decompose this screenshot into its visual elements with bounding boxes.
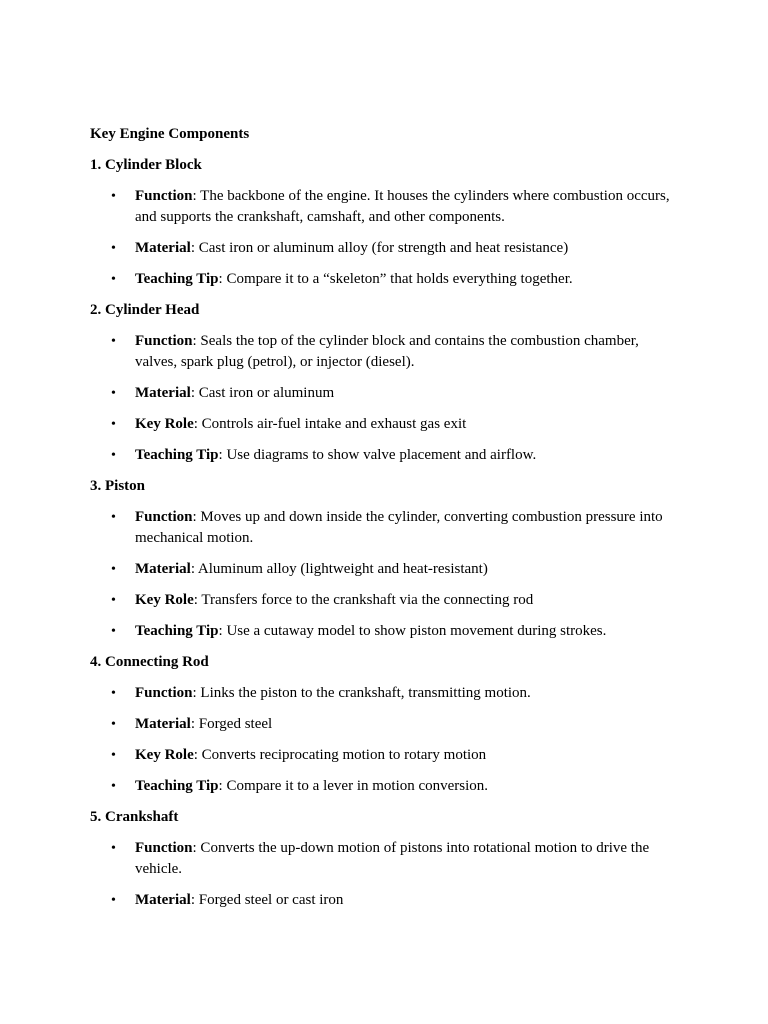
bullet-list <box>90 683 680 797</box>
item-term: Key Role <box>135 592 194 608</box>
item-term: Material <box>135 892 191 908</box>
bullet-icon: • <box>111 189 116 204</box>
bullet-icon: • <box>111 272 116 287</box>
section-heading: 3. Piston <box>90 478 146 494</box>
list-item <box>90 683 680 704</box>
item-description: : Moves up and down inside the cylinder, converting combustion pressure into mechanical motion. <box>135 509 663 546</box>
item-description: : Compare it to a lever in motion conversion. <box>218 778 489 794</box>
bullet-icon: • <box>111 779 116 794</box>
item-description: : Cast iron or aluminum <box>190 385 335 401</box>
item-description: : Compare it to a “skeleton” that holds everything together. <box>218 271 573 287</box>
list-item <box>90 507 680 549</box>
list-item <box>90 331 680 373</box>
bullet-list <box>90 507 680 642</box>
item-description: : Seals the top of the cylinder block and contains the combustion chamber, valves, spark plug (petrol), or injector (diesel). <box>135 333 639 370</box>
item-description: : Controls air-fuel intake and exhaust gas exit <box>193 416 467 432</box>
item-term: Teaching Tip <box>135 778 219 794</box>
item-description: : Use diagrams to show valve placement and airflow. <box>218 447 537 463</box>
list-item <box>90 559 680 580</box>
list-item <box>90 414 680 435</box>
list-item <box>90 745 680 766</box>
item-description: : Cast iron or aluminum alloy (for strength and heat resistance) <box>190 240 569 256</box>
bullet-icon: • <box>111 893 116 908</box>
document-page <box>90 124 680 921</box>
item-term: Material <box>135 240 191 256</box>
bullet-icon: • <box>111 686 116 701</box>
bullet-icon: • <box>111 386 116 401</box>
list-item <box>90 383 680 404</box>
list-item <box>90 186 680 228</box>
list-item <box>90 890 680 911</box>
list-item <box>90 269 680 290</box>
sections-container <box>90 155 680 911</box>
item-description: : Converts reciprocating motion to rotary motion <box>193 747 487 763</box>
bullet-list <box>90 331 680 466</box>
item-term: Key Role <box>135 747 194 763</box>
bullet-icon: • <box>111 241 116 256</box>
item-description: : Use a cutaway model to show piston movement during strokes. <box>218 623 607 639</box>
bullet-list <box>90 186 680 290</box>
bullet-icon: • <box>111 562 116 577</box>
bullet-list <box>90 838 680 911</box>
item-term: Material <box>135 561 191 577</box>
list-item <box>90 621 680 642</box>
item-term: Function <box>135 685 193 701</box>
document-title: Key Engine Components <box>90 126 250 142</box>
bullet-icon: • <box>111 717 116 732</box>
item-term: Material <box>135 385 191 401</box>
item-term: Teaching Tip <box>135 271 219 287</box>
item-term: Function <box>135 188 193 204</box>
item-description: : Converts the up-down motion of pistons into rotational motion to drive the vehicle. <box>135 840 650 877</box>
list-item <box>90 590 680 611</box>
bullet-icon: • <box>111 510 116 525</box>
list-item <box>90 714 680 735</box>
section-heading: 5. Crankshaft <box>90 809 179 825</box>
item-term: Teaching Tip <box>135 623 219 639</box>
list-item <box>90 445 680 466</box>
list-item <box>90 838 680 880</box>
bullet-icon: • <box>111 841 116 856</box>
item-term: Key Role <box>135 416 194 432</box>
item-term: Function <box>135 333 193 349</box>
item-term: Function <box>135 840 193 856</box>
section-heading: 1. Cylinder Block <box>90 157 202 173</box>
section-heading: 4. Connecting Rod <box>90 654 209 670</box>
item-description: : The backbone of the engine. It houses the cylinders where combustion occurs, and supports the crankshaft, camshaft, and other components. <box>135 188 670 225</box>
list-item <box>90 776 680 797</box>
bullet-icon: • <box>111 624 116 639</box>
item-term: Function <box>135 509 193 525</box>
bullet-icon: • <box>111 448 116 463</box>
item-term: Material <box>135 716 191 732</box>
list-item <box>90 238 680 259</box>
item-description: : Forged steel or cast iron <box>190 892 344 908</box>
section-heading: 2. Cylinder Head <box>90 302 200 318</box>
bullet-icon: • <box>111 417 116 432</box>
item-term: Teaching Tip <box>135 447 219 463</box>
item-description: : Transfers force to the crankshaft via the connecting rod <box>193 592 534 608</box>
bullet-icon: • <box>111 748 116 763</box>
bullet-icon: • <box>111 593 116 608</box>
item-description: : Forged steel <box>190 716 273 732</box>
item-description: : Links the piston to the crankshaft, transmitting motion. <box>192 685 531 701</box>
item-description: : Aluminum alloy (lightweight and heat-resistant) <box>190 561 488 577</box>
bullet-icon: • <box>111 334 116 349</box>
